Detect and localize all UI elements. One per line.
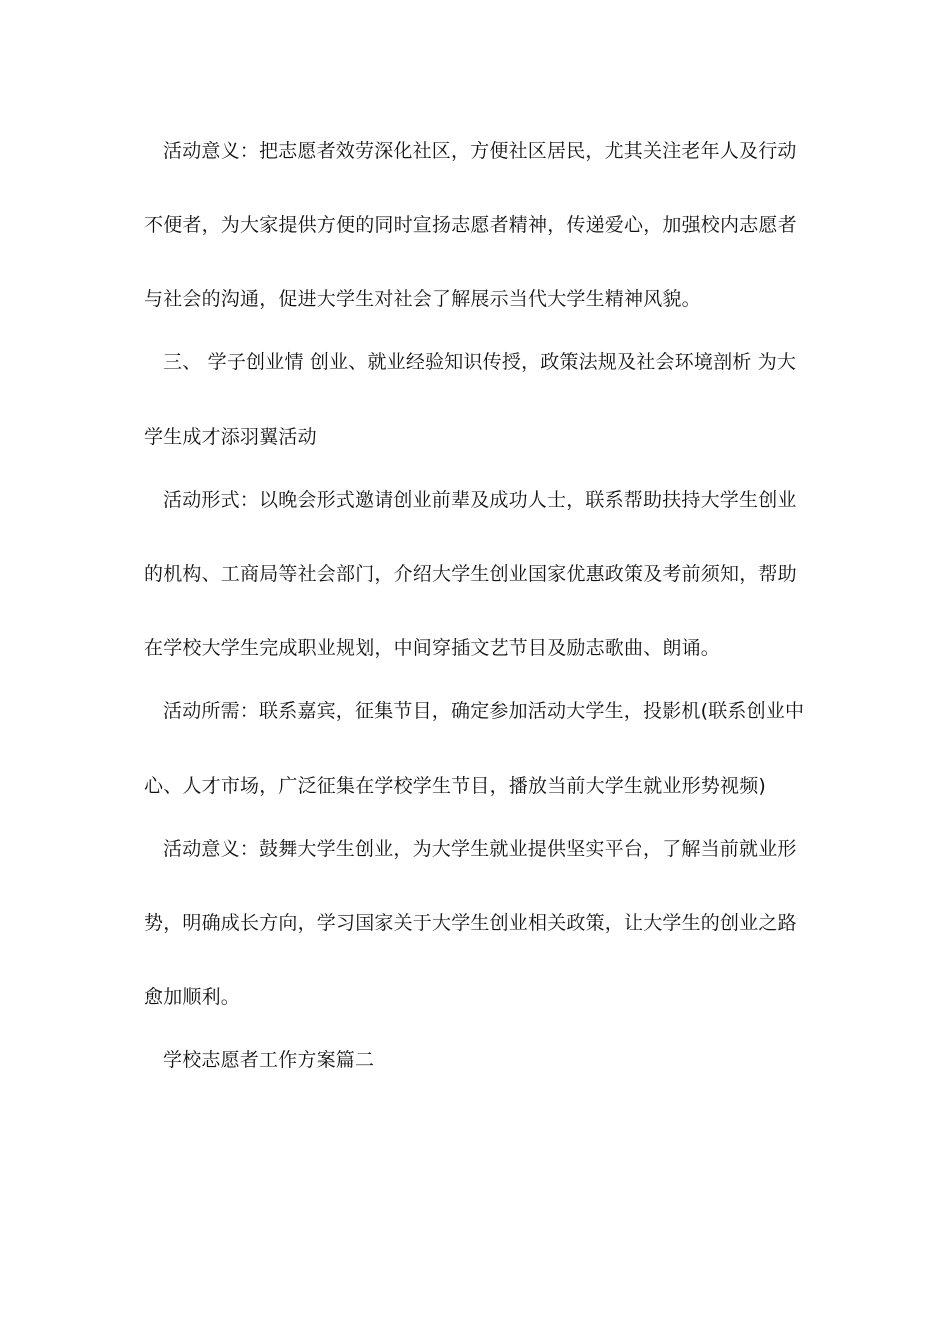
paragraph-line: 活动所需：联系嘉宾，征集节目，确定参加活动大学生，投影机(联系创业中 — [163, 700, 805, 722]
document-heading: 学校志愿者工作方案篇二 — [163, 1049, 375, 1071]
section-heading-line: 三、 学子创业情 创业、就业经验知识传授，政策法规及社会环境剖析 为大 — [163, 351, 797, 373]
paragraph-line: 的机构、工商局等社会部门，介绍大学生创业国家优惠政策及考前须知，帮助 — [144, 563, 797, 585]
paragraph-line: 不便者，为大家提供方便的同时宣扬志愿者精神，传递爱心，加强校内志愿者 — [144, 214, 797, 236]
paragraph-line: 在学校大学生完成职业规划，中间穿插文艺节目及励志歌曲、朗诵。 — [144, 637, 721, 659]
section-heading-line: 学生成才添羽翼活动 — [144, 426, 317, 448]
paragraph-line: 势，明确成长方向，学习国家关于大学生创业相关政策，让大学生的创业之路 — [144, 912, 797, 934]
paragraph-line: 活动形式：以晚会形式邀请创业前辈及成功人士，联系帮助扶持大学生创业 — [163, 489, 797, 511]
paragraph-line: 与社会的沟通，促进大学生对社会了解展示当代大学生精神风貌。 — [144, 288, 701, 310]
paragraph-line: 活动意义：鼓舞大学生创业，为大学生就业提供坚实平台，了解当前就业形 — [163, 838, 797, 860]
paragraph-line: 愈加顺利。 — [144, 986, 241, 1008]
paragraph-line: 活动意义：把志愿者效劳深化社区，方便社区居民，尤其关注老年人及行动 — [163, 140, 797, 162]
paragraph-line: 心、人才市场，广泛征集在学校学生节目，播放当前大学生就业形势视频) — [144, 775, 767, 797]
